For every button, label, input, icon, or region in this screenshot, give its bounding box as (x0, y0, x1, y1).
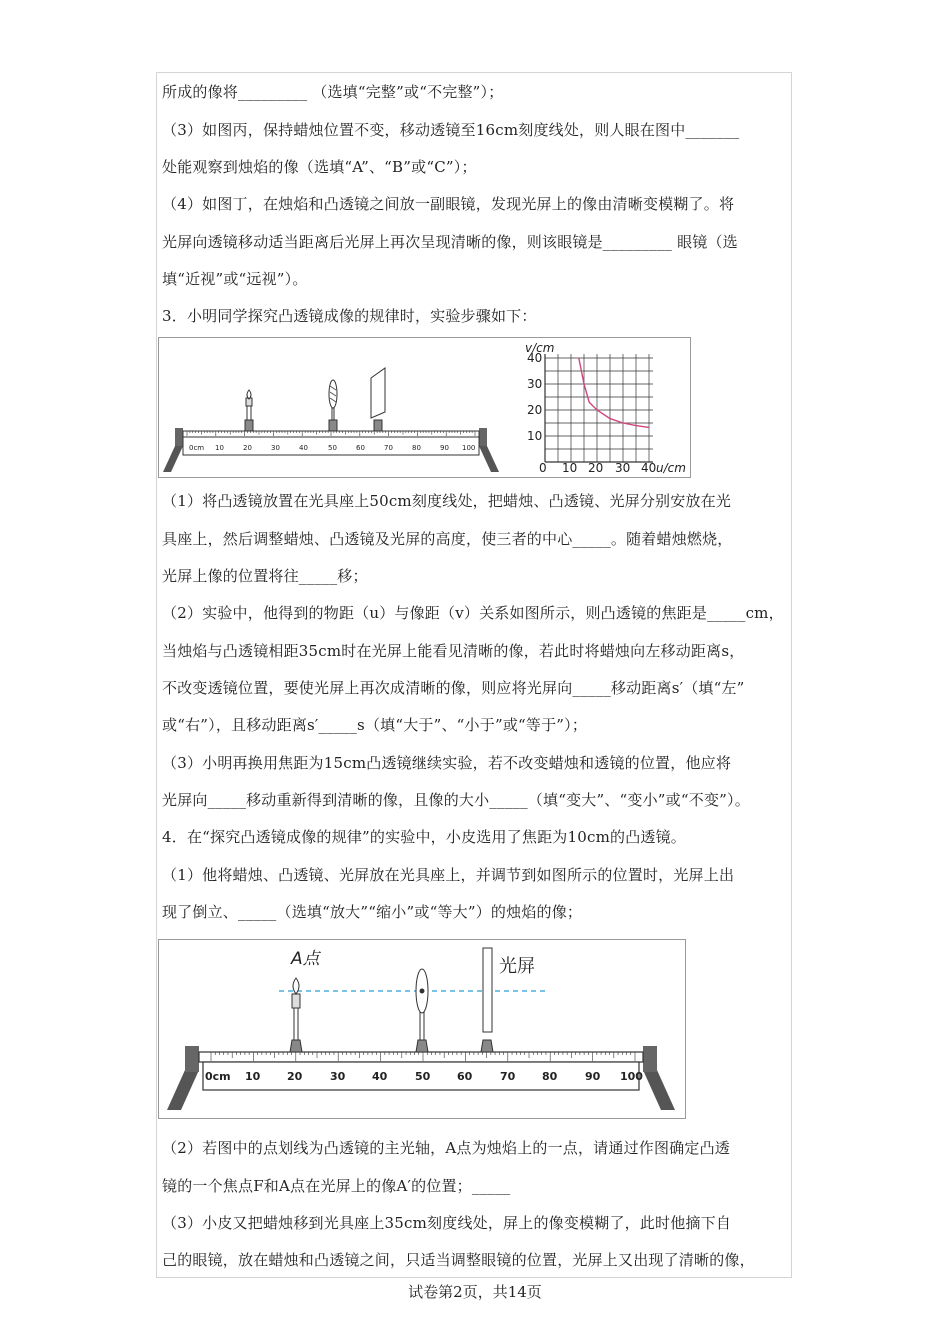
lens-post (420, 1012, 424, 1040)
lens-post (332, 408, 334, 420)
candle-stick (294, 1008, 298, 1040)
text-line: 光屏上像的位置将往_____移； (162, 567, 368, 585)
bench-label: 20 (243, 444, 252, 452)
candle (245, 390, 253, 431)
candle-body (292, 994, 300, 1008)
y-tick: 20 (527, 403, 543, 417)
bench-label: 80 (412, 444, 421, 452)
bench-and-graph-svg (159, 338, 690, 477)
point-a-label: A点 (291, 949, 320, 969)
text-line: （3）如图丙，保持蜡烛位置不变，移动透镜至16cm刻度线处，则人眼在图中_______ (162, 121, 740, 139)
bench-label: 0cm (189, 444, 205, 452)
x-tick: 40 (641, 461, 657, 475)
text-line: 镜的一个焦点F和A点在光屏上的像A′的位置；_____ (162, 1177, 511, 1195)
lens-center (420, 989, 424, 993)
text-line: 不改变透镜位置，要使光屏上再次成清晰的像，则应将光屏向_____移动距离s′（填“左” (162, 679, 745, 697)
text-line: （3）小皮又把蜡烛移到光具座上35cm刻度线处，屏上的像变模糊了，此时他摘下自 (162, 1214, 732, 1232)
bench-label: 20 (287, 1070, 303, 1083)
convex-lens (329, 380, 337, 431)
text-line: （3）小明再换用焦距为15cm凸透镜继续实验，若不改变蜡烛和透镜的位置，他应将 (162, 754, 732, 772)
uv-curve (579, 358, 649, 427)
text-line: 光屏向透镜移动适当距离后光屏上再次呈现清晰的像，则该眼镜是_________ 眼镜（选 (162, 233, 738, 251)
text-line: （2）若图中的点划线为凸透镜的主光轴，A点为烛焰上的一点，请通过作图确定凸透 (162, 1139, 730, 1157)
question-4-heading: 4．在“探究凸透镜成像的规律”的实验中，小皮选用了焦距为10cm的凸透镜。 (162, 828, 686, 846)
bench-end-left (175, 428, 183, 446)
text-line: 处能观察到烛焰的像（选填“A”、“B”或“C”）； (162, 158, 477, 176)
text-line: （4）如图丁，在烛焰和凸透镜之间放一副眼镜，发现光屏上的像由清晰变模糊了。将 (162, 195, 735, 213)
bench-large-svg (159, 940, 685, 1118)
bench-label: 80 (542, 1070, 558, 1083)
bench-leg-right (479, 446, 499, 472)
graph-grid (545, 354, 653, 462)
bench-label: 100 (620, 1070, 643, 1083)
bench-leg-left (167, 1070, 199, 1110)
text-line: 现了倒立、_____（选填“放大”“缩小”或“等大”）的烛焰的像； (162, 903, 583, 921)
bench-label: 40 (372, 1070, 388, 1083)
question-3-heading: 3．小明同学探究凸透镜成像的规律时，实验步骤如下： (162, 307, 537, 325)
text-line: 己的眼镜，放在蜡烛和凸透镜之间，只适当调整眼镜的位置，光屏上又出现了清晰的像， (162, 1251, 755, 1269)
optical-bench-small (163, 368, 499, 472)
candle-holder (290, 1040, 302, 1052)
text-line: 光屏向_____移动重新得到清晰的像，且像的大小_____（填“变大”、“变小”或“不变”）。 (162, 791, 750, 809)
page-footer: 试卷第2页，共14页 (408, 1283, 542, 1301)
screen-holder (374, 420, 382, 431)
bench-leg-left (163, 446, 183, 472)
bench-label: 60 (356, 444, 365, 452)
bench-rail (199, 1052, 643, 1062)
x-tick: 0 (539, 461, 547, 475)
bench-label: 40 (299, 444, 308, 452)
y-tick: 30 (527, 377, 543, 391)
uv-graph (525, 341, 686, 475)
screen (481, 948, 493, 1052)
screen-panel (371, 368, 385, 418)
text-line: 所成的像将_________ （选填“完整”或“不完整”）； (162, 83, 504, 101)
bench-label: 50 (328, 444, 337, 452)
text-line: （1）他将蜡烛、凸透镜、光屏放在光具座上，并调节到如图所示的位置时，光屏上出 (162, 866, 735, 884)
bench-label: 100 (462, 444, 476, 452)
lens-holder (416, 1040, 428, 1052)
x-tick: 30 (615, 461, 631, 475)
lens-holder (329, 420, 337, 431)
candle (290, 978, 302, 1052)
text-line: 具座上，然后调整蜡烛、凸透镜及光屏的高度，使三者的中心_____。随着蜡烛燃烧， (162, 530, 733, 548)
bench-leg-right (643, 1070, 675, 1110)
bench-label: 90 (440, 444, 449, 452)
x-axis-label: u/cm (656, 461, 686, 475)
text-line: 当烛焰与凸透镜相距35cm时在光屏上能看见清晰的像，若此时将蜡烛向左移动距离s， (162, 642, 745, 660)
x-tick: 10 (562, 461, 578, 475)
bench-label: 10 (215, 444, 224, 452)
bench-label: 30 (271, 444, 280, 452)
candle-holder (245, 420, 253, 431)
bench-label: 30 (330, 1070, 346, 1083)
y-axis-label: v/cm (525, 341, 555, 355)
bench-label: 50 (415, 1070, 431, 1083)
screen-panel (483, 948, 492, 1032)
text-line: （2）实验中，他得到的物距（u）与像距（v）关系如图所示，则凸透镜的焦距是_____cm， (162, 604, 784, 622)
flame-icon (247, 390, 251, 399)
x-tick: 20 (588, 461, 604, 475)
bench-end-right (643, 1046, 657, 1072)
bench-label: 0cm (205, 1070, 231, 1083)
bench-label: 60 (457, 1070, 473, 1083)
text-line: （1）将凸透镜放置在光具座上50cm刻度线处，把蜡烛、凸透镜、光屏分别安放在光 (162, 492, 732, 510)
figure-bench-and-graph (158, 337, 691, 478)
screen-label: 光屏 (499, 956, 535, 977)
figure-bench-large (158, 939, 686, 1119)
text-line: 填“近视”或“远视”）。 (162, 270, 308, 288)
text-line: 或“右”），且移动距离s′_____s（填“大于”、“小于”或“等于”）； (162, 716, 588, 734)
bench-label: 70 (384, 444, 393, 452)
y-tick: 40 (527, 351, 543, 365)
bench-label: 90 (585, 1070, 601, 1083)
screen (371, 368, 385, 431)
bench-end-right (479, 428, 487, 446)
bench-label: 10 (245, 1070, 261, 1083)
graph-labels (525, 341, 686, 475)
screen-holder (481, 1040, 493, 1052)
bench-label: 70 (500, 1070, 516, 1083)
y-tick: 10 (527, 429, 543, 443)
bench-end-left (185, 1046, 199, 1072)
convex-lens (416, 969, 428, 1052)
